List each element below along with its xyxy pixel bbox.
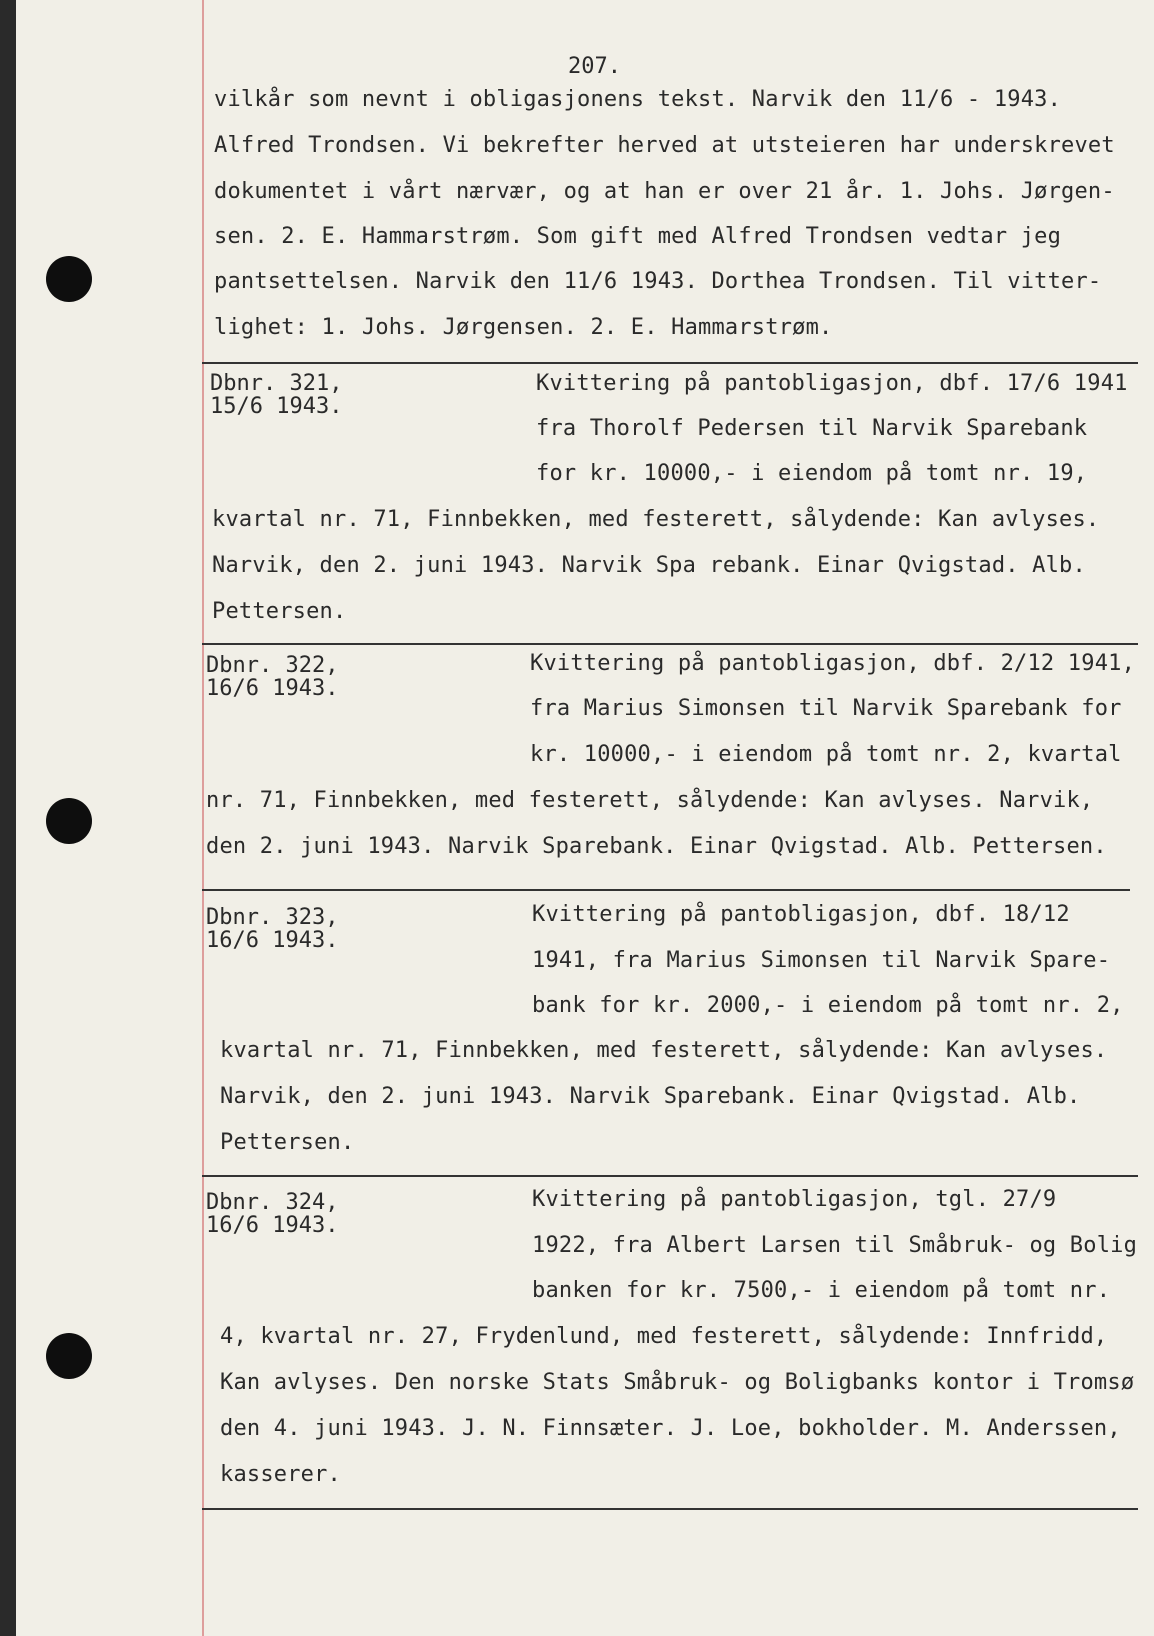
text-line: vilkår som nevnt i obligasjonens tekst. Narvik den 11/6 - 1943. — [214, 87, 1062, 112]
page-number: 207. — [568, 54, 621, 79]
text-line: kr. 10000,- i eiendom på tomt nr. 2, kvartal — [530, 742, 1122, 767]
text-line: Kvittering på pantobligasjon, dbf. 2/12 1941, — [530, 651, 1136, 676]
entry-date: 16/6 1943. — [206, 928, 339, 953]
text-line: lighet: 1. Johs. Jørgensen. 2. E. Hammarstrøm. — [214, 315, 833, 340]
text-line: 1922, fra Albert Larsen til Småbruk- og Bolig — [532, 1233, 1138, 1258]
text-line: pantsettelsen. Narvik den 11/6 1943. Dorthea Trondsen. Til vitter- — [214, 269, 1102, 294]
entry-date: 15/6 1943. — [210, 394, 343, 419]
text-line: 1941, fra Marius Simonsen til Narvik Spare- — [532, 948, 1111, 973]
text-line: Kvittering på pantobligasjon, dbf. 18/12 — [532, 902, 1070, 927]
text-line: den 2. juni 1943. Narvik Sparebank. Einar Qvigstad. Alb. Pettersen. — [206, 834, 1107, 859]
text-line: Narvik, den 2. juni 1943. Narvik Sparebank. Einar Qvigstad. Alb. — [220, 1084, 1081, 1109]
entry-number: Dbnr. 323, — [206, 905, 339, 930]
entry-number: Dbnr. 321, — [210, 371, 343, 396]
entry-date: 16/6 1943. — [206, 1213, 339, 1238]
entry-date: 16/6 1943. — [206, 676, 339, 701]
text-line: bank for kr. 2000,- i eiendom på tomt nr. 2, — [532, 993, 1124, 1018]
text-line: nr. 71, Finnbekken, med festerett, sålydende: Kan avlyses. Narvik, — [206, 788, 1094, 813]
text-line: for kr. 10000,- i eiendom på tomt nr. 19, — [536, 461, 1088, 486]
text-line: Pettersen. — [212, 599, 347, 624]
text-line: fra Marius Simonsen til Narvik Sparebank for — [530, 696, 1122, 721]
punch-hole — [46, 256, 92, 302]
section-divider — [202, 1508, 1138, 1510]
text-line: Kvittering på pantobligasjon, tgl. 27/9 — [532, 1187, 1057, 1212]
text-line: Kan avlyses. Den norske Stats Småbruk- og Boligbanks kontor i Tromsø — [220, 1370, 1135, 1395]
text-line: kasserer. — [220, 1462, 342, 1487]
entry-number: Dbnr. 324, — [206, 1190, 339, 1215]
text-line: sen. 2. E. Hammarstrøm. Som gift med Alfred Trondsen vedtar jeg — [214, 224, 1062, 249]
margin-line — [202, 0, 204, 1636]
page-edge-shadow — [0, 0, 16, 1636]
text-line: Kvittering på pantobligasjon, dbf. 17/6 1941 — [536, 371, 1128, 396]
text-line: kvartal nr. 71, Finnbekken, med festerett, sålydende: Kan avlyses. — [212, 507, 1100, 532]
text-line: dokumentet i vårt nærvær, og at han er over 21 år. 1. Johs. Jørgen- — [214, 179, 1115, 204]
text-line: den 4. juni 1943. J. N. Finnsæter. J. Loe, bokholder. M. Anderssen, — [220, 1416, 1121, 1441]
text-line: fra Thorolf Pedersen til Narvik Sparebank — [536, 416, 1088, 441]
text-line: Narvik, den 2. juni 1943. Narvik Spa rebank. Einar Qvigstad. Alb. — [212, 553, 1086, 578]
text-line: Pettersen. — [220, 1130, 355, 1155]
section-divider — [202, 889, 1130, 891]
text-line: Alfred Trondsen. Vi bekrefter herved at utsteieren har underskrevet — [214, 133, 1115, 158]
punch-hole — [46, 1333, 92, 1379]
text-line: banken for kr. 7500,- i eiendom på tomt nr. — [532, 1278, 1111, 1303]
text-line: kvartal nr. 71, Finnbekken, med festerett, sålydende: Kan avlyses. — [220, 1038, 1108, 1063]
entry-number: Dbnr. 322, — [206, 653, 339, 678]
punch-hole — [46, 798, 92, 844]
text-line: 4, kvartal nr. 27, Frydenlund, med festerett, sålydende: Innfridd, — [220, 1324, 1108, 1349]
